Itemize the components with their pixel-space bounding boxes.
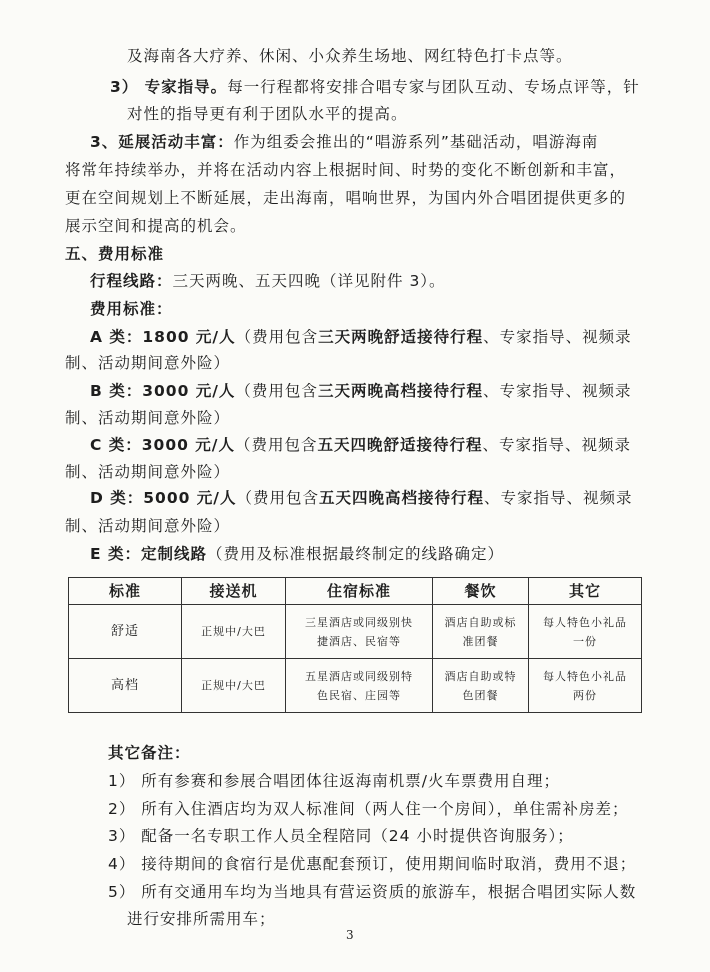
level-cell: 舒适	[69, 605, 182, 659]
table-row	[69, 605, 642, 659]
class-d-lead: D 类：5000 元/人	[90, 489, 237, 507]
intro-line-1: 及海南各大疗养、休闲、小众养生场地、网红特色打卡点等。	[127, 47, 573, 65]
point-3-lead: 3、延展活动丰富：	[90, 133, 234, 151]
table-header: 住宿标准	[286, 578, 433, 605]
class-b-rest: 、专家指导、视频录	[482, 382, 632, 400]
meal-cell	[433, 659, 529, 713]
class-a-line	[90, 326, 632, 348]
point-3-line-3: 更在空间规划上不断延展，走出海南，唱响世界，为国内外合唱团提供更多的	[65, 189, 627, 207]
transfer-cell: 正规中/大巴	[182, 605, 286, 659]
point-3-text: 作为组委会推出的“唱游系列”基础活动，唱游海南	[233, 133, 599, 151]
other-text-1: 每人特色小礼品	[543, 615, 627, 629]
item-3-line-1	[110, 76, 640, 98]
route-label: 行程线路：	[90, 272, 173, 290]
hotel-cell	[286, 605, 433, 659]
note-item-2: 2） 所有入住酒店均为双人标准间（两人住一个房间），单住需补房差；	[108, 800, 629, 818]
table-header: 其它	[529, 578, 642, 605]
class-b-cont: 制、活动期间意外险）	[65, 409, 231, 427]
table-header: 餐饮	[433, 578, 529, 605]
class-d-open: （费用包含	[236, 489, 319, 507]
other-cell	[529, 659, 642, 713]
class-d-rest: 、专家指导、视频录	[484, 489, 633, 507]
level-cell: 高档	[69, 659, 182, 713]
class-b-line	[90, 380, 631, 402]
transfer-cell: 正规中/大巴	[182, 659, 286, 713]
other-cell	[529, 605, 642, 659]
note-item-4: 4） 接待期间的食宿行是优惠配套预订，使用期间临时取消，费用不退；	[108, 855, 637, 873]
class-b-lead: B 类：3000 元/人	[90, 382, 236, 400]
class-c-lead: C 类：3000 元/人	[90, 436, 235, 454]
class-e-rest: （费用及标准根据最终制定的线路确定）	[207, 545, 505, 563]
route-line	[90, 270, 446, 292]
point-3-line-1	[90, 131, 598, 153]
item-3-text: 每一行程都将安排合唱专家与团队互动、专场点评等，针	[227, 78, 640, 96]
table-header: 接送机	[182, 578, 286, 605]
other-text-1: 每人特色小礼品	[543, 669, 627, 683]
hotel-text-1: 五星酒店或同级别特	[305, 669, 413, 683]
note-item-3: 3） 配备一名专职工作人员全程陪同（24 小时提供咨询服务）；	[108, 827, 574, 845]
class-c-cont: 制、活动期间意外险）	[65, 463, 231, 481]
hotel-text-2: 捷酒店、民宿等	[317, 634, 401, 648]
notes-heading: 其它备注：	[108, 744, 191, 762]
point-3-line-4: 展示空间和提高的机会。	[65, 217, 247, 235]
class-c-line	[90, 434, 631, 456]
hotel-text-2: 色民宿、庄园等	[317, 688, 401, 702]
point-3-line-2: 将常年持续举办，并将在活动内容上根据时间、时势的变化不断创新和丰富，	[65, 161, 627, 179]
meal-cell	[433, 605, 529, 659]
class-c-rest: 、专家指导、视频录	[482, 436, 632, 454]
class-b-package: 三天两晚高档接待行程	[317, 382, 483, 400]
item-3-lead: 3） 专家指导。	[110, 78, 228, 96]
meal-text-2: 准团餐	[462, 634, 499, 648]
section-heading: 五、费用标准	[65, 245, 165, 263]
class-d-line	[90, 487, 633, 509]
class-e-lead: E 类：定制线路	[90, 545, 207, 563]
note-item-5: 5） 所有交通用车均为当地具有营运资质的旅游车，根据合唱团实际人数	[108, 883, 637, 901]
route-value: 三天两晚、五天四晚（详见附件 3）。	[172, 272, 446, 290]
table-header: 标准	[69, 578, 182, 605]
item-3-line-2: 对性的指导更有利于团队水平的提高。	[127, 105, 408, 123]
class-a-package: 三天两晚舒适接待行程	[318, 328, 484, 346]
page-number: 3	[346, 928, 354, 942]
meal-text-1: 酒店自助或标	[444, 615, 517, 629]
class-a-rest: 、专家指导、视频录	[483, 328, 632, 346]
fee-standard-table	[68, 577, 642, 713]
class-d-cont: 制、活动期间意外险）	[65, 517, 231, 535]
table-row	[69, 659, 642, 713]
class-c-open: （费用包含	[234, 436, 318, 454]
table-header-row	[69, 578, 642, 605]
class-e-line	[90, 543, 504, 565]
other-text-2: 两份	[573, 688, 597, 702]
meal-text-1: 酒店自助或特	[444, 669, 517, 683]
note-item-1: 1） 所有参赛和参展合唱团体往返海南机票/火车票费用自理；	[108, 772, 561, 790]
class-d-package: 五天四晚高档接待行程	[318, 489, 484, 507]
other-text-2: 一份	[573, 634, 597, 648]
meal-text-2: 色团餐	[462, 688, 499, 702]
class-b-open: （费用包含	[235, 382, 318, 400]
hotel-cell	[286, 659, 433, 713]
hotel-text-1: 三星酒店或同级别快	[305, 615, 413, 629]
note-item-5-cont: 进行安排所需用车；	[127, 910, 276, 928]
class-c-package: 五天四晚舒适接待行程	[317, 436, 483, 454]
class-a-lead: A 类：1800 元/人	[90, 328, 236, 346]
class-a-cont: 制、活动期间意外险）	[65, 354, 231, 372]
class-a-open: （费用包含	[235, 328, 319, 346]
fee-label: 费用标准：	[90, 300, 173, 318]
